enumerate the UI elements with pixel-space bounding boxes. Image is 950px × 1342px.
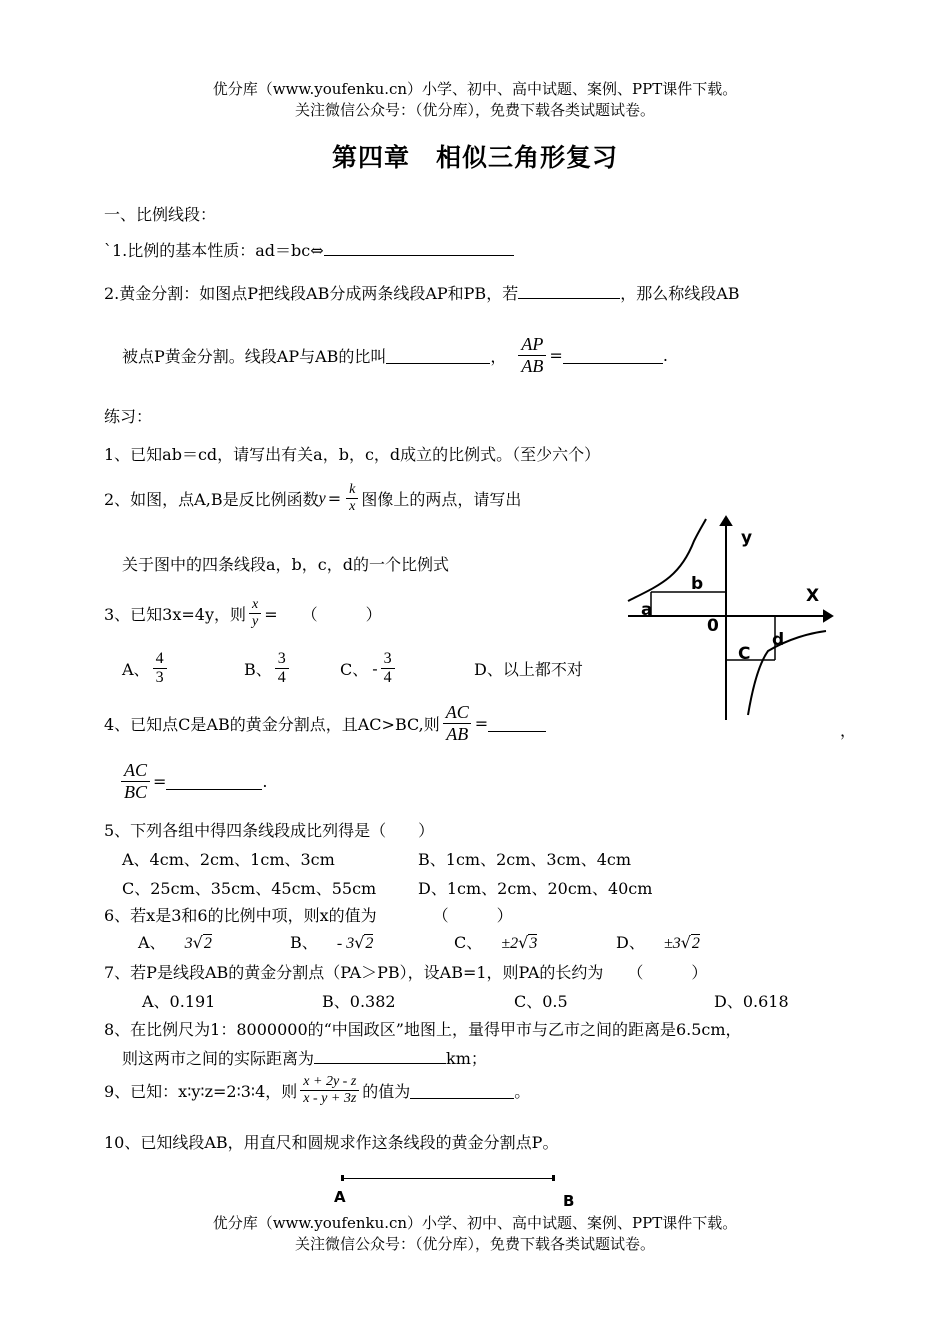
q4-frac2-num: AC xyxy=(124,760,148,780)
q6-a-coef: 3 xyxy=(184,935,193,952)
q7-option-d[interactable]: D、0.618 xyxy=(714,992,789,1011)
item-2 xyxy=(104,281,740,304)
q7-option-c[interactable]: C、0.5 xyxy=(514,992,568,1011)
page-title: 第四章 相似三角形复习 xyxy=(331,143,618,172)
q3-option-b-label: B、 xyxy=(244,660,272,679)
figure-label-d: d xyxy=(772,630,785,650)
item-2-text-b: ，那么称线段AB xyxy=(620,284,740,303)
section-heading: 一、比例线段： xyxy=(104,205,217,224)
sqrt-icon: √ xyxy=(354,933,365,952)
question-9 xyxy=(104,1074,530,1107)
equals-sign: = xyxy=(549,346,563,365)
question-8: 8、在比例尺为1：8000000的“中国政区”地图上，量得甲市与乙市之间的距离是6.5cm， xyxy=(104,1020,742,1039)
footer-line-2: 关注微信公众号：（优分库），免费下载各类试题试卷。 xyxy=(294,1235,655,1253)
q2-text-b: 图像上的两点，请写出 xyxy=(361,490,522,509)
q3-c-num: 3 xyxy=(383,650,392,667)
q3-frac-den: y xyxy=(249,613,261,630)
q3-c-den: 4 xyxy=(381,668,395,687)
q3-b-den: 4 xyxy=(275,668,289,687)
q2-fraction xyxy=(346,482,358,515)
item-2-text-a: 2.黄金分割：如图点P把线段AB分成两条线段AP和PB，若 xyxy=(104,284,519,303)
figure-label-y: y xyxy=(741,528,753,548)
q6-d-coef: ±3 xyxy=(663,935,681,952)
q6-a-rad: 2 xyxy=(203,935,212,952)
figure-label-x: X xyxy=(806,586,820,606)
footer-line-1: 优分库（www.youfenku.cn）小学、初中、高中试题、案例、PPT课件下载。 xyxy=(212,1214,738,1232)
q3-option-c-frac xyxy=(381,650,395,687)
practice-heading: 练习： xyxy=(104,407,153,426)
q2-text-a: 2、如图，点A,B是反比例函数 xyxy=(104,490,319,509)
q7-option-b[interactable]: B、0.382 xyxy=(322,992,396,1011)
figure-label-a: a xyxy=(641,600,653,620)
q6-c-coef: ±2 xyxy=(501,935,519,952)
q3-option-c-sign: - xyxy=(372,659,378,678)
q3-frac-num: x xyxy=(252,597,259,612)
curve-branch-4 xyxy=(748,631,826,715)
q4-equals-2: = xyxy=(153,772,167,791)
q3-option-c-label: C、 xyxy=(340,660,369,679)
item-1 xyxy=(104,238,514,261)
question-1: 1、已知ab＝cd，请写出有关a，b，c，d成立的比例式。（至少六个） xyxy=(104,445,601,464)
q8-unit: km； xyxy=(446,1049,487,1068)
inverse-function-figure xyxy=(620,515,835,725)
q5-option-d[interactable]: D、1cm、2cm、20cm、40cm xyxy=(418,879,653,898)
q3-text-a: 3、已知3x=4y，则 xyxy=(104,605,247,624)
figure-label-c: C xyxy=(738,644,751,664)
item-2-cont xyxy=(122,334,668,377)
q3-option-b[interactable] xyxy=(244,650,340,687)
segment-endpoint-a xyxy=(341,1175,344,1181)
sqrt-icon: √ xyxy=(192,933,203,952)
q8-blank[interactable] xyxy=(314,1047,446,1064)
q3-option-a[interactable] xyxy=(122,650,244,687)
item-2-blank-2[interactable] xyxy=(386,347,490,364)
q4-comma: ， xyxy=(840,721,857,740)
question-7: 7、若P是线段AB的黄金分割点（PA＞PB），设AB=1，则PA的长约为 （ ） xyxy=(104,963,708,982)
question-3 xyxy=(104,597,382,630)
frac-denominator: AB xyxy=(518,355,546,377)
sqrt-icon: √ xyxy=(518,933,529,952)
q2-frac-num: k xyxy=(349,482,356,497)
q4-frac2-den: BC xyxy=(121,781,150,803)
q6-option-d[interactable] xyxy=(616,930,700,953)
q6-d-rad: 2 xyxy=(691,935,700,952)
q6-option-a[interactable] xyxy=(138,930,212,953)
item-2-blank-1[interactable] xyxy=(518,282,620,299)
q6-b-label: B、 xyxy=(290,933,318,952)
question-6: 6、若x是3和6的比例中项，则x的值为 （ ） xyxy=(104,906,513,925)
segment-ab-line xyxy=(342,1178,554,1179)
q3-options xyxy=(122,650,583,687)
q4-text-a: 4、已知点C是AB的黄金分割点，且AC>BC,则 xyxy=(104,715,440,734)
q3-option-d[interactable]: D、以上都不对 xyxy=(474,660,583,679)
q3-a-den: 3 xyxy=(153,668,167,687)
q6-c-label: C、 xyxy=(454,933,483,952)
q9-frac-den: x - y + 3z xyxy=(300,1090,359,1107)
q5-option-b[interactable]: B、1cm、2cm、3cm、4cm xyxy=(418,850,632,869)
period: . xyxy=(662,346,668,365)
q3-option-a-frac xyxy=(153,650,167,687)
question-5: 5、下列各组中得四条线段成比列得是（ ） xyxy=(104,821,435,840)
y-axis-arrow-icon xyxy=(721,517,731,525)
header-line-2: 关注微信公众号：（优分库），免费下载各类试题试卷。 xyxy=(294,101,655,119)
q4-blank-2[interactable] xyxy=(166,773,262,790)
q3-option-a-label: A、 xyxy=(122,660,150,679)
question-2-cont: 关于图中的四条线段a，b，c，d的一个比例式 xyxy=(122,555,449,574)
fraction-ap-ab xyxy=(518,334,546,377)
q3-option-b-frac xyxy=(275,650,289,687)
q4-equals-1: = xyxy=(474,714,489,733)
q5-option-a[interactable]: A、4cm、2cm、1cm、3cm xyxy=(122,850,335,869)
q9-frac-num: x + 2y - z xyxy=(303,1074,357,1089)
x-axis-arrow-icon xyxy=(824,611,832,621)
q6-b-rad: 2 xyxy=(365,935,374,952)
q7-option-a[interactable]: A、0.191 xyxy=(142,992,216,1011)
q4-frac1-den: AB xyxy=(443,723,471,745)
q2-equals: = xyxy=(327,489,342,508)
header-line-1: 优分库（www.youfenku.cn）小学、初中、高中试题、案例、PPT课件下载。 xyxy=(212,80,738,98)
q4-fraction-ac-bc xyxy=(121,760,150,803)
q9-text-b: 的值为 xyxy=(362,1082,411,1101)
q4-blank-1[interactable] xyxy=(488,715,546,732)
q3-fraction xyxy=(249,597,261,630)
question-10: 10、已知线段AB，用直尺和圆规求作这条线段的黄金分割点P。 xyxy=(104,1133,559,1152)
question-4 xyxy=(104,702,546,745)
q9-blank[interactable] xyxy=(410,1082,514,1099)
q5-option-c[interactable]: C、25cm、35cm、45cm、55cm xyxy=(122,879,377,898)
q3-b-num: 3 xyxy=(277,650,286,667)
q9-end: 。 xyxy=(514,1082,531,1101)
item-2-text-c: 被点P黄金分割。线段AP与AB的比叫 xyxy=(122,347,387,366)
question-4-cont xyxy=(118,760,268,803)
item-2-blank-3[interactable] xyxy=(563,347,663,364)
q2-frac-den: x xyxy=(346,498,358,515)
q6-c-rad: 3 xyxy=(529,935,538,952)
figure-label-b: b xyxy=(691,574,704,594)
q3-option-c[interactable] xyxy=(340,650,474,687)
q9-text-a: 9、已知：x∶y∶z=2∶3∶4，则 xyxy=(104,1082,298,1101)
question-2 xyxy=(104,482,521,515)
q3-a-num: 4 xyxy=(155,650,164,667)
q8-text-b: 则这两市之间的实际距离为 xyxy=(122,1049,315,1068)
q2-var-y: y xyxy=(318,489,326,507)
q6-a-label: A、 xyxy=(138,933,166,952)
segment-label-a: A xyxy=(334,1188,346,1206)
q6-option-b[interactable] xyxy=(290,930,373,953)
q4-fraction-ac-ab xyxy=(443,702,472,745)
q6-b-coef: - 3 xyxy=(336,935,355,952)
q6-option-c[interactable] xyxy=(454,930,537,953)
q6-d-label: D、 xyxy=(616,933,645,952)
q9-fraction xyxy=(300,1074,359,1107)
sqrt-icon: √ xyxy=(680,933,691,952)
segment-endpoint-b xyxy=(552,1175,555,1181)
q4-frac1-num: AC xyxy=(445,702,469,722)
q4-period: . xyxy=(262,772,268,791)
question-8-cont xyxy=(122,1046,487,1069)
item-2-text-d: ， xyxy=(490,347,507,366)
segment-label-b: B xyxy=(563,1192,575,1210)
item-1-text: `1.比例的基本性质：ad＝bc⇔ xyxy=(104,241,324,260)
item-1-blank[interactable] xyxy=(324,239,514,256)
q3-text-b: = （ ） xyxy=(264,605,382,624)
figure-label-origin: 0 xyxy=(707,616,719,636)
frac-numerator: AP xyxy=(521,334,544,354)
